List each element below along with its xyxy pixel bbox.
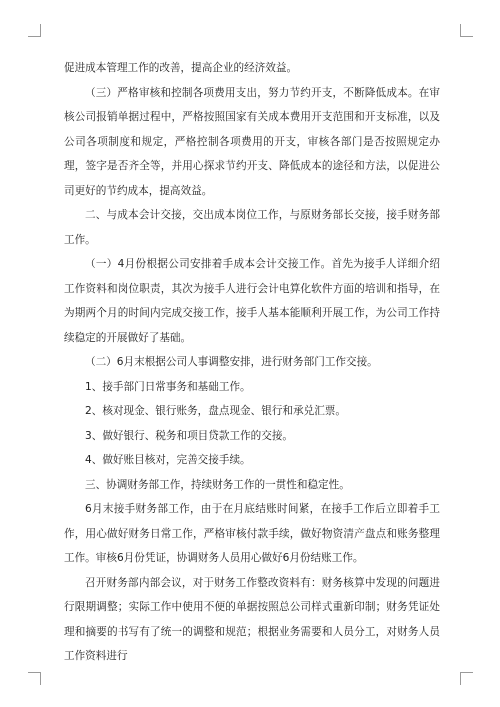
list-item-3: 3、做好银行、税务和项目贷款工作的交接。 [85,429,294,442]
paragraph-june-handover: （二）6月末根据公司人事调整安排，进行财务部门工作交接。 [85,356,378,368]
page-corner-mark-bottom-left [28,672,41,685]
page-corner-mark-top-left [28,24,41,37]
page-corner-mark-bottom-right [460,672,473,685]
paragraph-heading-3: 三、协调财务部工作，持续财务工作的一贯性和稳定性。 [85,478,350,491]
paragraph-april-handover: （一）4月份根据公司安排着手成本会计交接工作。首先为接手人详细介绍工作资料和岗位职责，其次为接手人进行会计电算化软件方面的培训和指导，在为期两个月的时间内完成交接工作，接手人基本能顺利开展工作，为公司工作持续稳定的开展做好了基础。 [64,258,440,344]
page-corner-mark-top-right [460,24,473,37]
paragraph-continuation: 促进成本管理工作的改善，提高企业的经济效益。 [64,62,298,74]
list-item-1: 1、接手部门日常事务和基础工作。 [85,380,251,393]
document-body [64,56,440,669]
list-item-2: 2、核对现金、银行账务，盘点现金、银行和承兑汇票。 [85,405,346,417]
paragraph-cost-control: （三）严格审核和控制各项费用支出，努力节约开支，不断降低成本。在审核公司报销单据过程中，严格按照国家有关成本费用开支范围和开支标准，以及公司各项制度和规定，严格控制各项费用的开支，审核各部门是否按照规定办理，签字是否齐全等，并用心探求节约开支、降低成本的途径和方法，以促进公司更好的节约成本，提高效益。 [64,86,440,197]
paragraph-heading-2: 二、与成本会计交接，交出成本岗位工作，与原财务部长交接，接手财务部工作。 [64,209,440,246]
list-item-4: 4、做好账目核对，完善交接手续。 [85,454,251,466]
paragraph-department-meeting: 召开财务部内部会议，对于财务工作整改资料有：财务核算中发现的问题进行限期调整；实际工作中使用不便的单据按照总公司样式重新印制；财务凭证处理和摘要的书写有了统一的调整和规范；根据业务需要和人员分工，对财务人员工作资料进行 [64,576,440,662]
paragraph-june-takeover: 6月末接手财务部工作，由于在月底结账时间紧，在接手工作后立即着手工作，用心做好财务日常工作，严格审核付款手续，做好物资清产盘点和账务整理工作。审核6月份凭证，协调财务人员用心做好6月份结账工作。 [64,503,440,564]
